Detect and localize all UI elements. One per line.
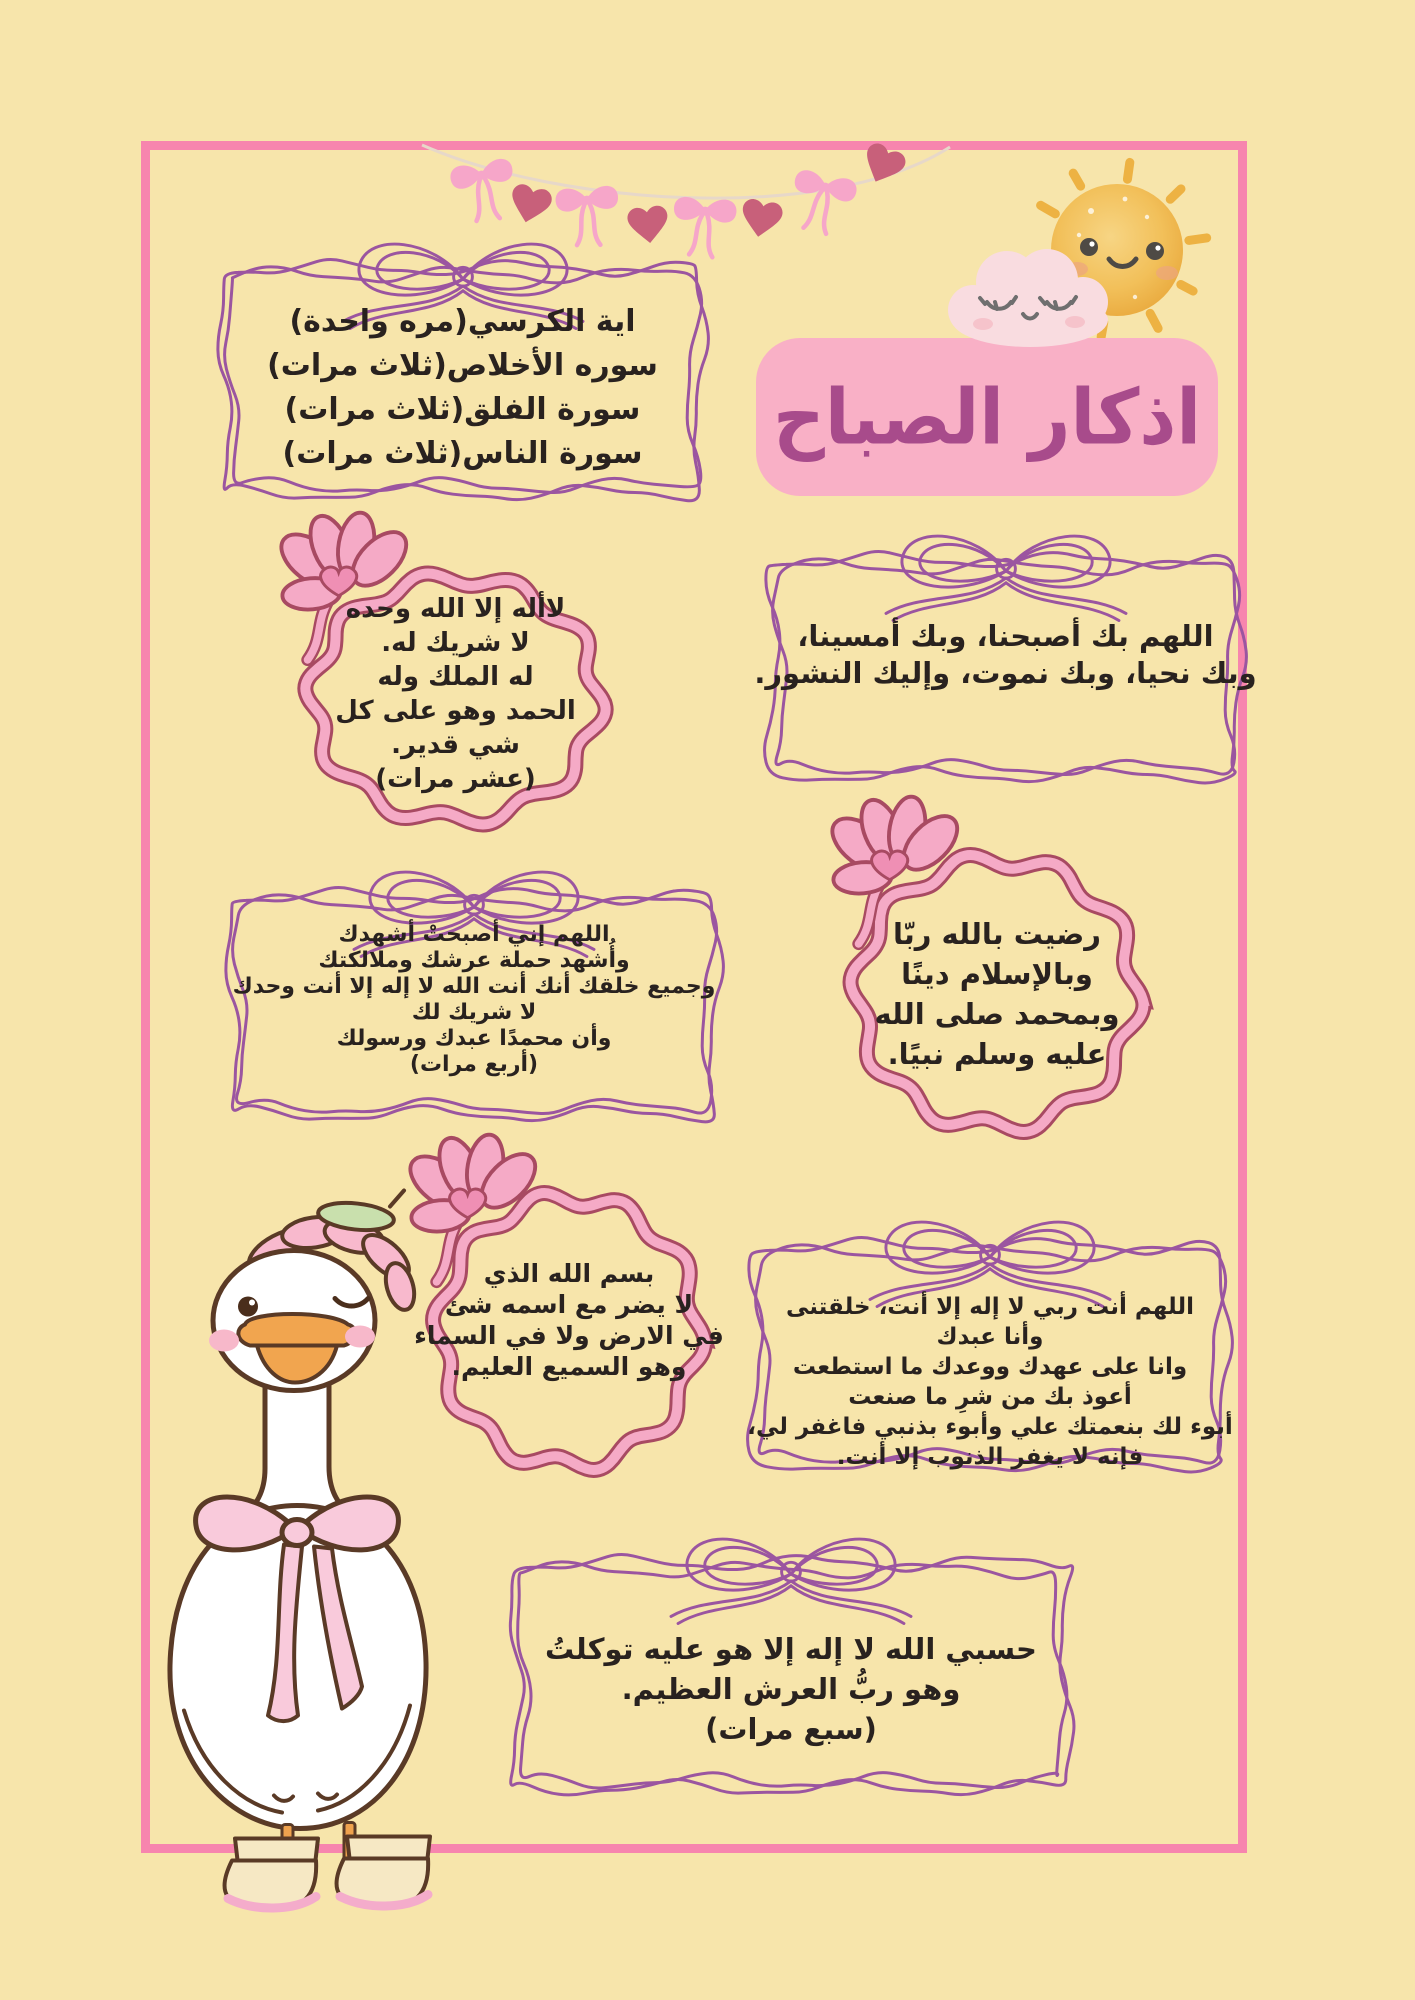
dhikr-line: وأُشهد حملة عرشك وملالكتك — [318, 948, 630, 973]
dhikr-line: اية الكرسي(مره واحدة) — [289, 304, 636, 339]
dhikr-repeat-count: (سبع مرات) — [705, 1712, 877, 1746]
duck-character — [132, 1168, 462, 1898]
heart-icon — [506, 182, 554, 227]
dhikr-line: سورة الفلق(ثلاث مرات) — [284, 392, 641, 427]
dhikr-line: حسبي الله لا إله إلا هو عليه توكلتُ — [545, 1632, 1037, 1666]
dhikr-line: وأن محمدًا عبدك ورسولك — [336, 1026, 612, 1051]
pink-bow-icon — [555, 185, 621, 248]
poster-title-box — [756, 338, 1218, 496]
duck-neck — [244, 1381, 350, 1517]
dhikr-card-rideet — [828, 820, 1166, 1155]
dhikr-line: شي قدير. — [391, 730, 520, 760]
dhikr-line: وبمحمد صلى الله — [874, 997, 1120, 1031]
dhikr-line: رضيت بالله ربّا — [892, 917, 1101, 951]
cloud-blush — [1065, 316, 1085, 328]
dhikr-card-asbahna — [753, 540, 1258, 795]
heart-icon — [626, 205, 670, 245]
dhikr-line: عليه وسلم نبيًا. — [887, 1037, 1107, 1071]
duck-cheek — [209, 1330, 239, 1352]
dhikr-line: لا شريك لك — [411, 1000, 537, 1025]
cloud-blush — [973, 318, 993, 330]
dhikr-line: اللهم بك أصبحنا، وبك أمسينا، — [797, 619, 1214, 653]
dhikr-line: وهو السميع العليم. — [451, 1352, 687, 1381]
pink-bow-icon — [785, 168, 858, 238]
dhikr-line: وأنا عبدك — [936, 1324, 1044, 1350]
dhikr-card-surahs — [205, 248, 720, 513]
dhikr-line: أعوذ بك من شرِ ما صنعت — [848, 1384, 1132, 1410]
dhikr-line: سورة الناس(ثلاث مرات) — [282, 436, 643, 471]
dhikr-line: وبك نحيا، وبك نموت، وإليك النشور. — [754, 656, 1257, 690]
heart-icon — [738, 197, 784, 240]
dhikr-line: وجميع خلقك أنك أنت الله لا إله إلا أنت وحدك — [232, 974, 716, 999]
cloud-body — [948, 249, 1108, 347]
dhikr-line: بسم الله الذي — [483, 1259, 655, 1288]
dhikr-line: لا يضر مع اسمه شئ — [444, 1290, 694, 1319]
duck-eye — [238, 1297, 258, 1317]
dhikr-repeat-count: (عشر مرات) — [375, 764, 536, 794]
dhikr-line: وهو ربُّ العرش العظيم. — [621, 1672, 961, 1706]
dhikr-line: له الملك وله — [377, 662, 534, 692]
dhikr-line: لا شريك له. — [381, 628, 530, 658]
dhikr-line: سوره الأخلاص(ثلاث مرات) — [267, 348, 658, 383]
dhikr-card-hasbi — [496, 1543, 1086, 1808]
dhikr-line: وانا على عهدك ووعدك ما استطعت — [792, 1354, 1188, 1380]
duck-cheek — [345, 1326, 375, 1348]
dhikr-line: في الارض ولا في السماء — [414, 1321, 724, 1350]
dhikr-line: اللهم إني أصبحتْ أشهدك — [338, 922, 610, 947]
dhikr-card-tahlil — [283, 538, 628, 848]
dhikr-repeat-count: (أربع مرات) — [409, 1052, 539, 1077]
dhikr-line: أبوء لك بنعمتك علي وأبوء بذنبي فاغفر لي، — [747, 1414, 1233, 1440]
poster-title: اذكار الصباح — [772, 372, 1202, 462]
dhikr-line: وبالإسلام دينًا — [901, 957, 1093, 991]
dhikr-card-anta-rabbi — [736, 1226, 1244, 1484]
dhikr-line: اللهم أنت ربي لا إله إلا أنت، خلقتنى — [786, 1294, 1194, 1320]
dhikr-line: الحمد وهو على كل — [335, 696, 576, 726]
dhikr-line: لاأله إلا الله وحده — [345, 594, 566, 624]
sleepy-cloud-icon — [935, 232, 1125, 350]
dhikr-card-ishhad — [213, 876, 735, 1134]
leaf-stem — [390, 1191, 404, 1207]
dhikr-line: فإنه لا يغفر الذنوب إلا أنت. — [836, 1444, 1144, 1470]
duck-boots — [224, 1837, 430, 1910]
